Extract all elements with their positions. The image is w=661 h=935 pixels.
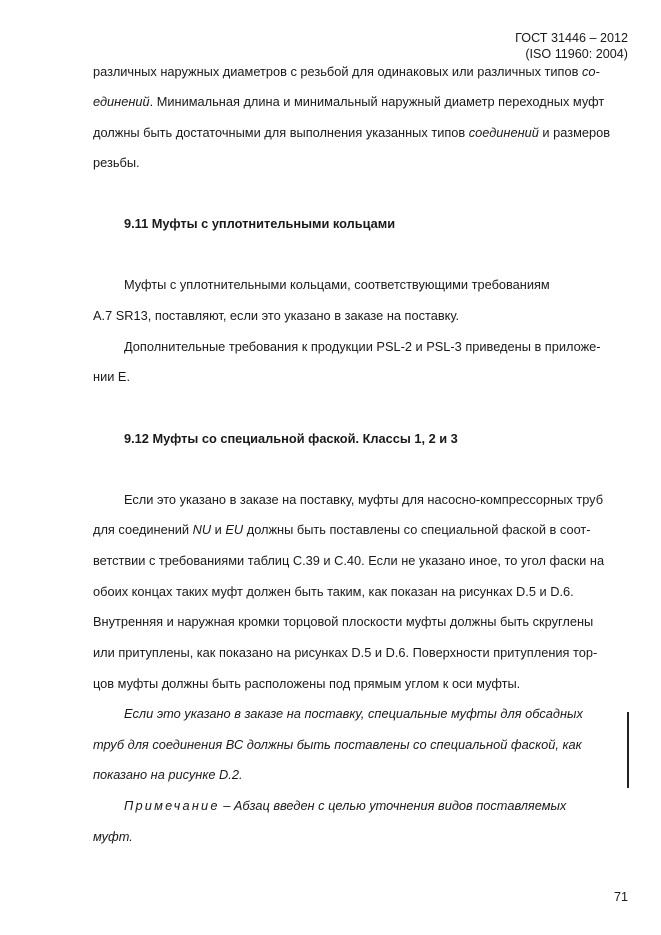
paragraph-line: резьбы. [93,155,140,170]
paragraph-line: Если это указано в заказе на поставку, муфты для насосно-компрессорных труб [124,492,604,507]
italic-paragraph-line: Если это указано в заказе на поставку, специальные муфты для обсадных [124,706,583,721]
page-number: 71 [613,890,628,904]
paragraph-line: или притуплены, как показано на рисунках D.5 и D.6. Поверхности притупления тор- [93,645,598,660]
paragraph-line: Муфты с уплотнительными кольцами, соответствующими требованиям [124,277,550,292]
paragraph-line: обоих концах таких муфт должен быть таким, как показан на рисунках D.5 и D.6. [93,584,574,599]
standard-number: ГОСТ 31446 – 2012 [515,31,628,45]
iso-reference: (ISO 11960: 2004) [525,47,628,61]
paragraph-line: единений. Минимальная длина и минимальный наружный диаметр переходных муфт [93,94,605,109]
paragraph-line: Дополнительные требования к продукции PSL-2 и PSL-3 приведены в приложе- [124,339,601,354]
note-line: муфт. [93,829,133,844]
document-header [515,30,628,62]
note-line: Примечание – Абзац введен с целью уточнения видов поставляемых [124,798,567,813]
note-label: Примечание [124,798,220,813]
paragraph-line: должны быть достаточными для выполнения указанных типов соединений и размеров [93,125,611,140]
change-bar [627,712,629,788]
italic-paragraph-line: труб для соединения ВС должны быть поставлены со специальной фаской, как [93,737,582,752]
paragraph-line: Внутренняя и наружная кромки торцовой плоскости муфты должны быть скруглены [93,614,594,629]
paragraph-line: цов муфты должны быть расположены под прямым углом к оси муфты. [93,676,521,691]
italic-paragraph-line: показано на рисунке D.2. [93,767,243,782]
paragraph-line: для соединений NU и EU должны быть поставлены со специальной фаской в соот- [93,522,591,537]
section-heading-9-11: 9.11 Муфты с уплотнительными кольцами [124,216,396,231]
paragraph-line: нии Е. [93,369,131,384]
section-heading-9-12: 9.12 Муфты со специальной фаской. Классы 1, 2 и 3 [124,431,458,446]
paragraph-line: ветствии с требованиями таблиц С.39 и С.40. Если не указано иное, то угол фаски на [93,553,605,568]
paragraph-line: А.7 SR13, поставляют, если это указано в заказе на поставку. [93,308,460,323]
paragraph-line: различных наружных диаметров с резьбой для одинаковых или различных типов со- [93,64,600,79]
